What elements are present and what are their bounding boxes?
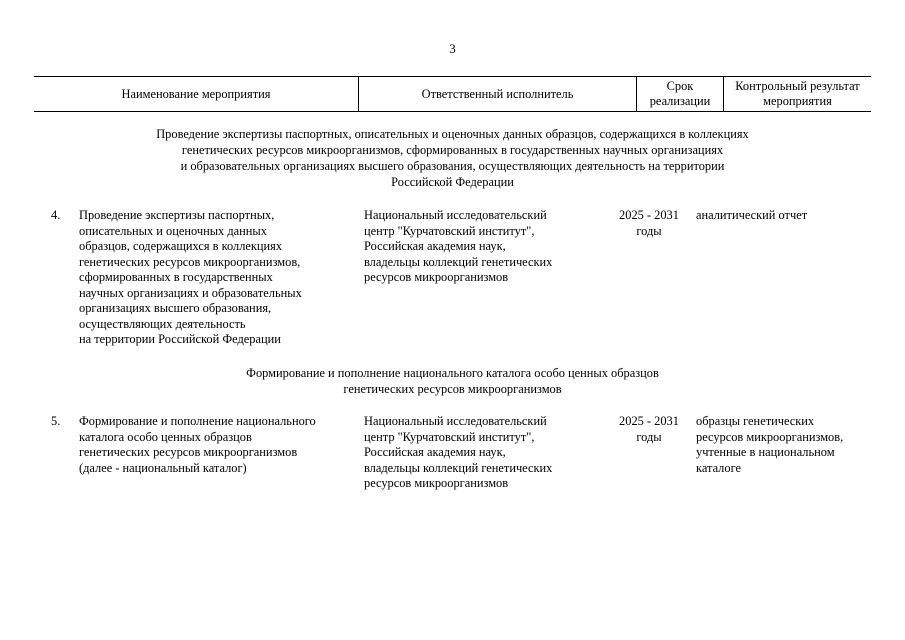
row-executor-line: Национальный исследовательский <box>364 414 547 428</box>
header-col-executor <box>359 77 637 111</box>
row-result-line: каталоге <box>696 460 741 475</box>
row-name-line: генетических ресурсов микроорганизмов <box>79 445 298 459</box>
row-name-line: осуществляющих деятельность <box>79 316 246 331</box>
row-number: 5. <box>51 414 61 428</box>
row-result-line: аналитический отчет <box>696 208 808 222</box>
row-name-cell <box>79 208 361 348</box>
row-result-line: учтенные в национальном <box>696 445 835 459</box>
row-executor-line: Российская академия наук, <box>364 445 506 459</box>
row-name-line: организациях высшего образования, <box>79 301 272 315</box>
row-executor-line: ресурсов микроорганизмов <box>364 476 509 490</box>
row-term-line: 2025 - 2031 <box>619 414 679 428</box>
row-name-line: описательных и оценочных данных <box>79 223 267 238</box>
row-executor-cell <box>364 208 604 286</box>
row-name-cell <box>79 414 361 476</box>
row-result-line: образцы генетических <box>696 414 815 428</box>
row-result-line: ресурсов микроорганизмов, <box>696 429 844 444</box>
row-name-line: образцов, содержащихся в коллекциях <box>79 239 283 253</box>
row-executor-line: центр "Курчатовский институт", <box>364 429 535 444</box>
row-term-cell <box>606 208 692 239</box>
section-heading-line: Российской Федерации <box>391 175 514 189</box>
header-col-result-line: мероприятия <box>763 94 832 108</box>
row-name-line: (далее - национальный каталог) <box>79 460 247 475</box>
header-col-term <box>637 77 724 111</box>
header-col-result <box>724 77 871 111</box>
header-col-term-line: Срок <box>666 79 694 93</box>
table-header <box>34 76 871 112</box>
row-name-line: Формирование и пополнение национального <box>79 414 316 428</box>
section-heading-line: и образовательных организациях высшего образования, осуществляющих деятельность на территории <box>180 159 725 173</box>
row-name-line: Проведение экспертизы паспортных, <box>79 208 275 222</box>
row-name-line: генетических ресурсов микроорганизмов, <box>79 254 301 269</box>
section-heading-1 <box>34 126 871 190</box>
row-name-line: сформированных в государственных <box>79 270 273 284</box>
section-heading-line: генетических ресурсов микроорганизмов, сформированных в государственных научных организациях <box>181 143 724 157</box>
row-executor-line: ресурсов микроорганизмов <box>364 270 509 284</box>
row-name-line: на территории Российской Федерации <box>79 332 281 346</box>
row-executor-line: центр "Курчатовский институт", <box>364 223 535 238</box>
header-col-term-line: реализации <box>649 94 711 108</box>
row-term-line: годы <box>636 223 662 238</box>
row-executor-line: владельцы коллекций генетических <box>364 460 553 475</box>
page-number: 3 <box>449 41 456 56</box>
section-heading-line: Проведение экспертизы паспортных, описательных и оценочных данных образцов, содержащихся в коллекциях <box>156 127 749 141</box>
header-col-executor-label: Ответственный исполнитель <box>421 86 574 101</box>
row-term-line: 2025 - 2031 <box>619 208 679 222</box>
header-col-result-line: Контрольный результат <box>735 79 860 93</box>
header-col-name <box>34 77 359 111</box>
section-heading-2 <box>34 365 871 397</box>
row-number: 4. <box>51 208 61 222</box>
row-term-line: годы <box>636 429 662 444</box>
row-term-cell <box>606 414 692 445</box>
row-executor-line: владельцы коллекций генетических <box>364 254 553 269</box>
section-heading-line: генетических ресурсов микроорганизмов <box>343 382 562 396</box>
row-name-line: каталога особо ценных образцов <box>79 429 252 444</box>
row-executor-line: Российская академия наук, <box>364 239 506 253</box>
row-result-cell <box>696 414 872 476</box>
row-result-cell <box>696 208 872 224</box>
header-col-name-label: Наименование мероприятия <box>121 86 271 101</box>
section-heading-line: Формирование и пополнение национального каталога особо ценных образцов <box>246 366 659 380</box>
row-executor-cell <box>364 414 604 492</box>
row-name-line: научных организациях и образовательных <box>79 285 302 300</box>
row-executor-line: Национальный исследовательский <box>364 208 547 222</box>
